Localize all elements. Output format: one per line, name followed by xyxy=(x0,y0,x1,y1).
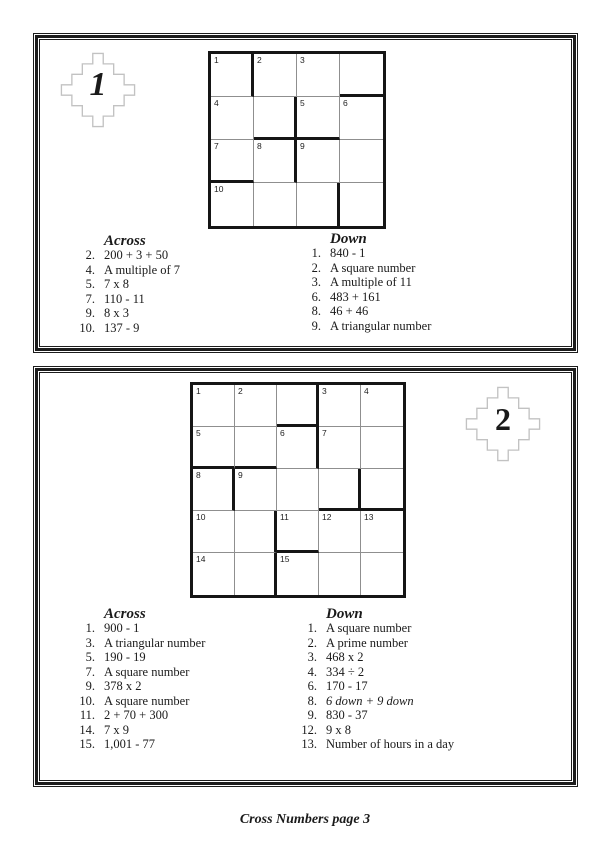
clue-list xyxy=(71,248,180,336)
clue-number: 1. xyxy=(311,246,321,260)
clue-text: 7 x 9 xyxy=(104,722,129,737)
clue-number: 12. xyxy=(301,722,317,737)
badge-number: 2 xyxy=(495,400,511,437)
clue-text: 334 ÷ 2 xyxy=(326,664,365,679)
clue-item xyxy=(71,321,180,336)
clue-text: 200 + 3 + 50 xyxy=(104,248,169,262)
clue-item xyxy=(71,665,205,680)
grid-cell xyxy=(277,511,319,553)
clue-number: 9. xyxy=(85,306,95,321)
down-clues xyxy=(297,232,431,334)
down-heading: Down xyxy=(326,606,363,622)
cell-number: 4 xyxy=(364,386,369,396)
grid-cell xyxy=(297,97,340,140)
cell-number: 8 xyxy=(257,141,262,151)
clue-list xyxy=(293,621,454,752)
clue-text: A square number xyxy=(326,621,412,635)
cell-number: 7 xyxy=(322,428,327,438)
grid-cell xyxy=(235,427,277,469)
clue-number: 10. xyxy=(79,693,95,708)
down-clues xyxy=(293,607,454,752)
clue-item xyxy=(71,650,205,665)
clue-item xyxy=(293,694,454,709)
panel-frame-middle xyxy=(35,368,576,785)
grid-cell xyxy=(254,97,297,140)
cell-number: 6 xyxy=(280,428,285,438)
clue-number: 9. xyxy=(307,708,317,722)
clue-item xyxy=(293,723,454,738)
grid-cell xyxy=(340,183,383,226)
clue-number: 1. xyxy=(307,621,317,635)
clue-number: 5. xyxy=(85,277,95,292)
clue-number: 7. xyxy=(85,664,95,679)
clue-number: 3. xyxy=(307,650,317,664)
clue-text: 378 x 2 xyxy=(104,679,142,693)
puzzle-panel-2 xyxy=(33,366,578,787)
grid-cell xyxy=(193,511,235,553)
clue-text: 170 - 17 xyxy=(326,679,368,693)
puzzle-panel-1 xyxy=(33,33,578,353)
grid-cell xyxy=(319,427,361,469)
panel-frame-inner xyxy=(39,39,572,347)
puzzle-number-badge xyxy=(465,386,541,462)
grid-cell xyxy=(254,183,297,226)
clue-item xyxy=(293,621,454,636)
clue-number: 5. xyxy=(85,650,95,664)
clue-number: 1. xyxy=(85,621,95,635)
cell-number: 6 xyxy=(343,98,348,108)
grid-cell xyxy=(235,511,277,553)
clue-item xyxy=(71,277,180,292)
cell-number: 12 xyxy=(322,512,332,522)
clue-text: 190 - 19 xyxy=(104,650,146,664)
clue-item xyxy=(297,304,431,319)
clue-number: 2. xyxy=(85,248,95,262)
cell-number: 9 xyxy=(300,141,305,151)
clue-text: 1,001 - 77 xyxy=(104,737,156,751)
badge-number: 1 xyxy=(89,66,107,103)
clue-text: A multiple of 11 xyxy=(330,275,412,290)
clue-item xyxy=(71,679,205,694)
clue-item xyxy=(71,292,180,307)
clue-list xyxy=(297,246,431,334)
cell-number: 15 xyxy=(280,554,290,564)
grid-cell xyxy=(361,553,403,595)
clue-text: 2 + 70 + 300 xyxy=(104,708,169,722)
grid-cell xyxy=(211,97,254,140)
clue-item xyxy=(293,708,454,723)
cell-number: 11 xyxy=(280,512,289,522)
cell-number: 14 xyxy=(196,554,206,564)
clue-number: 11. xyxy=(79,708,95,722)
clue-item xyxy=(71,723,205,738)
cell-number: 1 xyxy=(214,55,219,65)
clue-item xyxy=(297,246,431,261)
cell-number: 10 xyxy=(214,184,224,194)
grid-cell xyxy=(277,385,319,427)
clue-text: A square number xyxy=(104,664,190,679)
clue-text: 830 - 37 xyxy=(326,708,368,722)
grid-cell xyxy=(277,427,319,469)
grid-cell xyxy=(319,511,361,553)
clue-number: 10. xyxy=(79,320,95,335)
cell-number: 4 xyxy=(214,98,219,108)
clue-text: A multiple of 7 xyxy=(104,262,181,277)
grid-cell xyxy=(277,553,319,595)
grid-cell xyxy=(193,469,235,511)
clue-number: 9. xyxy=(85,679,95,693)
cell-number: 3 xyxy=(300,55,305,65)
grid-cell xyxy=(319,385,361,427)
cell-number: 13 xyxy=(364,512,374,522)
clue-number: 3. xyxy=(311,275,321,290)
grid-cell xyxy=(340,54,383,97)
clue-item xyxy=(71,621,205,636)
clue-number: 2. xyxy=(307,635,317,650)
cell-number: 5 xyxy=(300,98,305,108)
grid-cell xyxy=(361,469,403,511)
clue-number: 15. xyxy=(79,737,95,751)
grid-cell xyxy=(361,427,403,469)
grid-cell xyxy=(319,469,361,511)
clue-item xyxy=(71,306,180,321)
clue-text: A square number xyxy=(330,260,416,275)
crossnumber-grid xyxy=(208,51,386,229)
grid-cell xyxy=(297,183,340,226)
clue-item xyxy=(297,275,431,290)
clue-item xyxy=(297,319,431,334)
clue-text: 110 - 11 xyxy=(104,291,145,306)
grid-cell xyxy=(297,54,340,97)
cell-number: 2 xyxy=(238,386,243,396)
down-heading: Down xyxy=(330,231,367,247)
panel-frame-inner xyxy=(39,372,572,781)
grid-cell xyxy=(193,427,235,469)
clue-text: 9 x 8 xyxy=(326,722,351,737)
clue-item xyxy=(293,650,454,665)
clue-number: 4. xyxy=(85,262,95,277)
clue-text: 6 down + 9 down xyxy=(326,693,414,708)
clue-text: A triangular number xyxy=(330,318,432,333)
across-clues xyxy=(71,607,205,752)
grid-cell xyxy=(340,97,383,140)
clue-text: 840 - 1 xyxy=(330,246,366,260)
grid-cell xyxy=(254,54,297,97)
clue-text: A square number xyxy=(104,693,190,708)
grid-cell xyxy=(277,469,319,511)
clue-number: 13. xyxy=(301,737,317,751)
clue-text: 46 + 46 xyxy=(330,304,369,319)
clue-text: 8 x 3 xyxy=(104,306,129,321)
clue-number: 9. xyxy=(311,318,321,333)
cell-number: 8 xyxy=(196,470,201,480)
cell-number: 5 xyxy=(196,428,201,438)
grid-cell xyxy=(235,469,277,511)
clue-item xyxy=(71,694,205,709)
clue-text: 483 + 161 xyxy=(330,289,381,304)
puzzle-number-badge xyxy=(60,52,136,128)
grid-cell xyxy=(340,140,383,183)
across-clues xyxy=(71,234,180,336)
grid-cell xyxy=(319,553,361,595)
clue-item xyxy=(71,708,205,723)
clue-item xyxy=(71,263,180,278)
cell-number: 3 xyxy=(322,386,327,396)
grid-cell xyxy=(193,385,235,427)
clue-number: 6. xyxy=(311,289,321,304)
grid-cell xyxy=(254,140,297,183)
clue-number: 8. xyxy=(311,304,321,319)
grid-cell xyxy=(297,140,340,183)
clue-item xyxy=(71,636,205,651)
panel-frame-middle xyxy=(35,35,576,351)
clue-item xyxy=(293,679,454,694)
clue-number: 4. xyxy=(307,664,317,679)
clue-item xyxy=(71,737,205,752)
cell-number: 2 xyxy=(257,55,262,65)
cell-number: 9 xyxy=(238,470,243,480)
crossnumber-grid xyxy=(190,382,406,598)
clue-text: 900 - 1 xyxy=(104,621,140,635)
clue-item xyxy=(297,261,431,276)
clue-item xyxy=(297,290,431,305)
clue-text: 137 - 9 xyxy=(104,320,140,335)
grid-cell xyxy=(361,385,403,427)
clue-list xyxy=(71,621,205,752)
clue-item xyxy=(293,737,454,752)
clue-item xyxy=(71,248,180,263)
grid-cell xyxy=(235,385,277,427)
clue-text: A triangular number xyxy=(104,635,206,650)
clue-text: 468 x 2 xyxy=(326,650,364,664)
grid-cell xyxy=(361,511,403,553)
clue-number: 2. xyxy=(311,260,321,275)
clue-number: 14. xyxy=(79,722,95,737)
clue-item xyxy=(293,636,454,651)
grid-cell xyxy=(211,140,254,183)
clue-text: 7 x 8 xyxy=(104,277,129,292)
grid-cell xyxy=(211,183,254,226)
grid-cell xyxy=(235,553,277,595)
cell-number: 10 xyxy=(196,512,206,522)
clue-number: 3. xyxy=(85,635,95,650)
across-heading: Across xyxy=(104,606,146,622)
across-heading: Across xyxy=(104,233,146,249)
cell-number: 1 xyxy=(196,386,201,396)
clue-number: 8. xyxy=(307,693,317,708)
clue-text: Number of hours in a day xyxy=(326,737,455,751)
grid-cell xyxy=(193,553,235,595)
clue-item xyxy=(293,665,454,680)
grid-cell xyxy=(211,54,254,97)
clue-number: 7. xyxy=(85,291,95,306)
cell-number: 7 xyxy=(214,141,219,151)
page-footer: Cross Numbers page 3 xyxy=(239,812,371,827)
clue-text: A prime number xyxy=(326,635,408,650)
clue-number: 6. xyxy=(307,679,317,693)
